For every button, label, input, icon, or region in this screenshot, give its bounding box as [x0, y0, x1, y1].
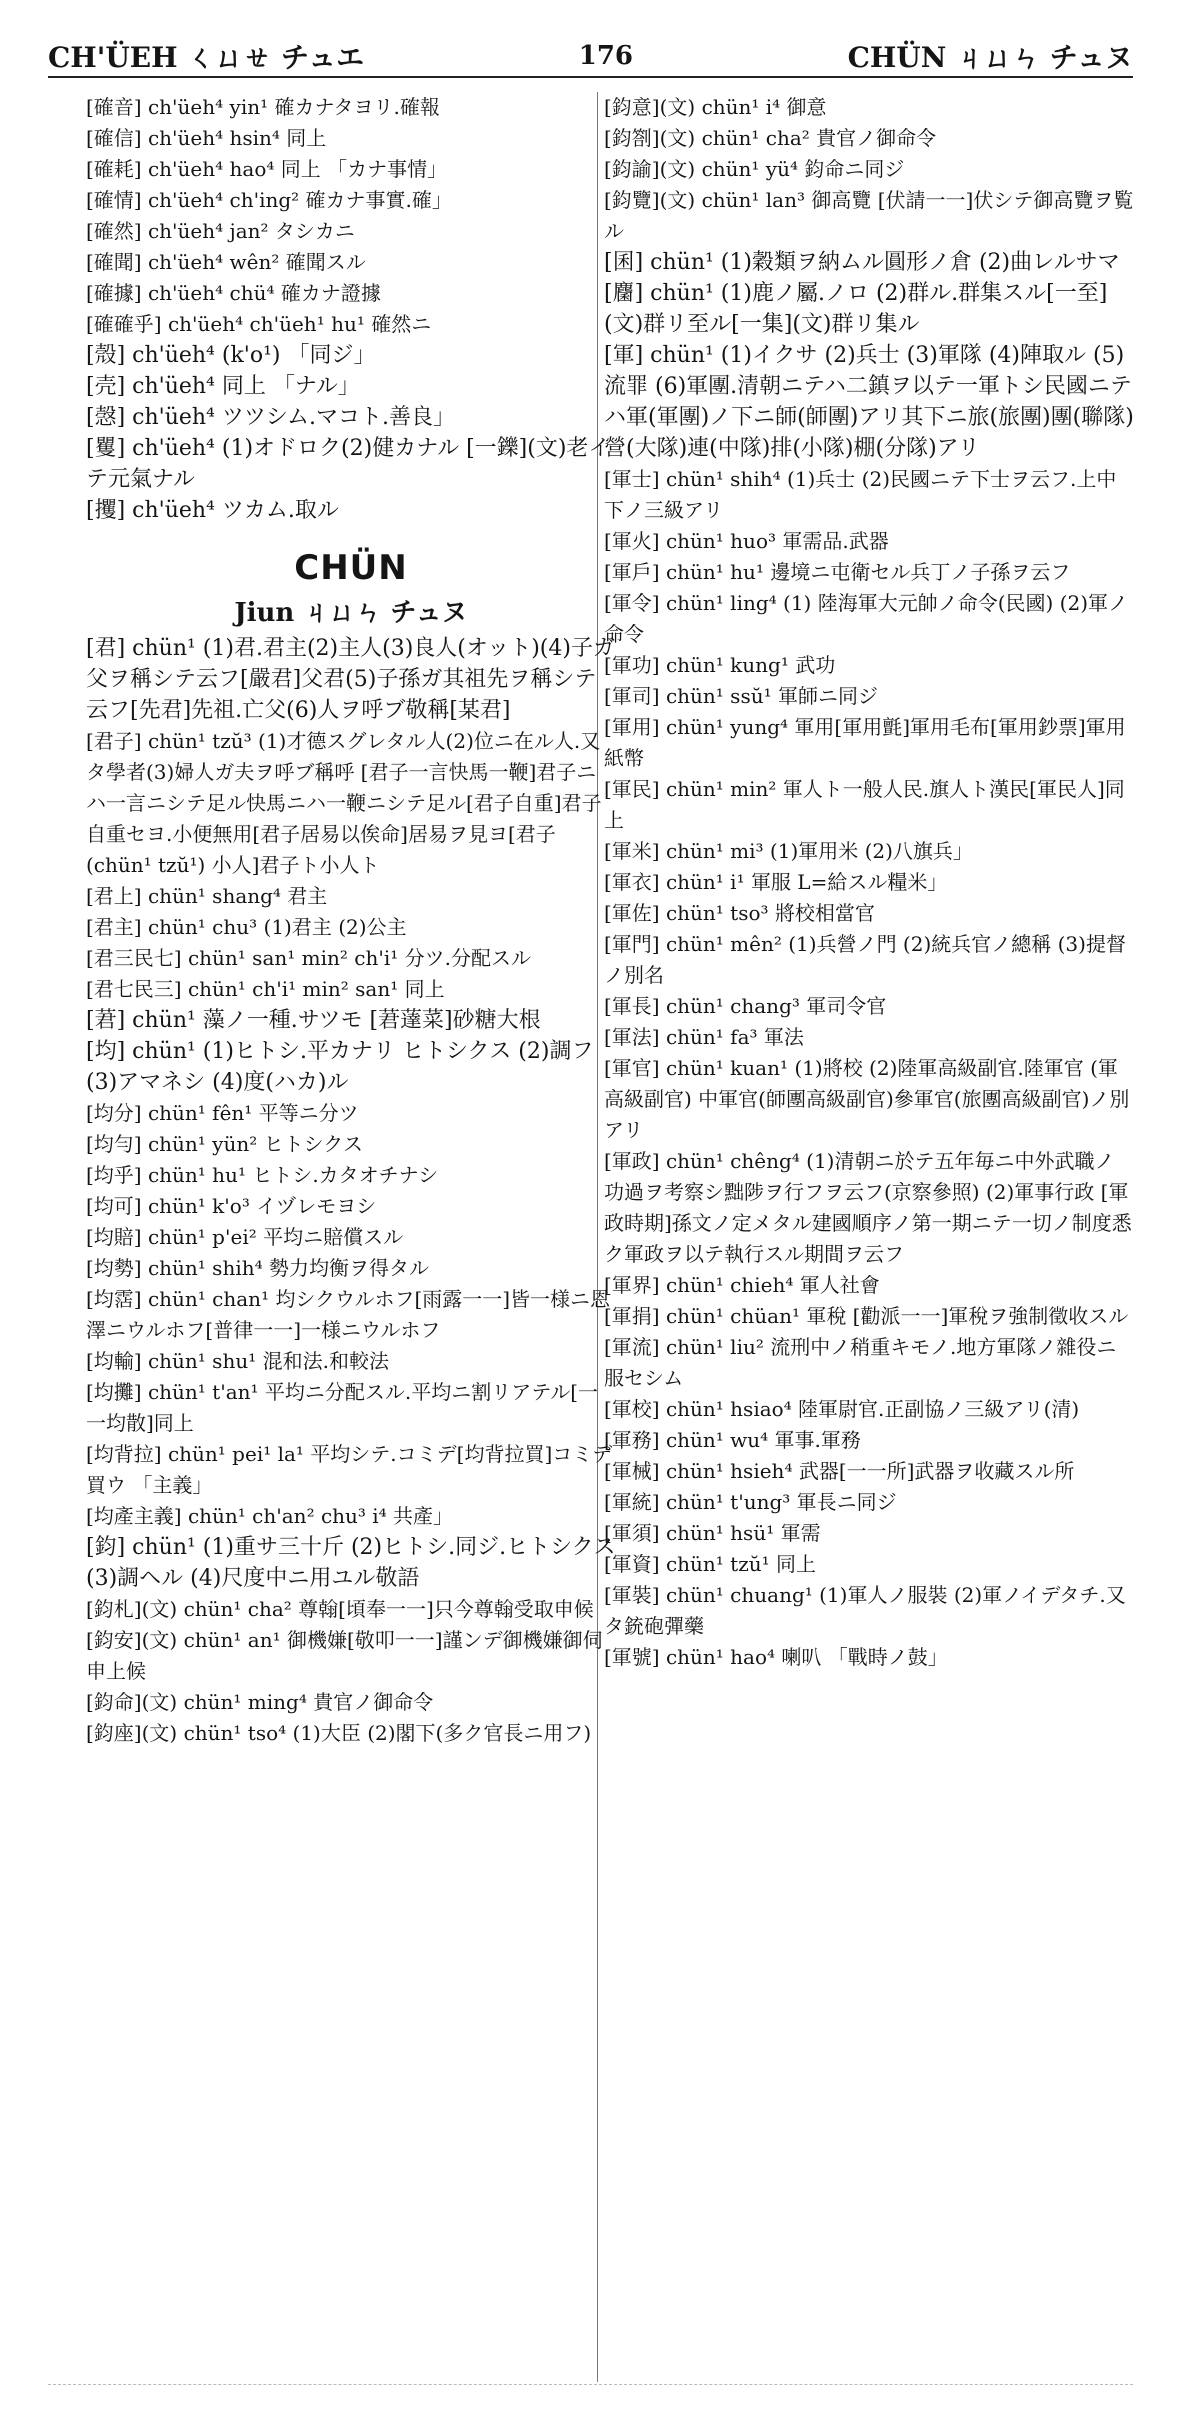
dictionary-entry: [均乎] chün¹ hu¹ ヒトシ.カタオチナシ: [86, 1163, 439, 1187]
dictionary-entry: [確確乎] ch'üeh⁴ ch'üeh¹ hu¹ 確然ニ: [86, 312, 432, 336]
dictionary-entry: [君主] chün¹ chu³ (1)君主 (2)公主: [86, 915, 407, 939]
dictionary-entry: [鈞座](文) chün¹ tso⁴ (1)大臣 (2)閣下(多ク官長ニ用フ): [86, 1721, 592, 1745]
dictionary-entry: [均攤] chün¹ t'an¹ 平均ニ分配スル.平均ニ割リアテル[一一均散]同上: [86, 1380, 599, 1435]
dictionary-entry: [軍裝] chün¹ chuang¹ (1)軍人ノ服裝 (2)軍ノイデタチ.又タ銃砲彈藥: [604, 1583, 1126, 1638]
dictionary-entry: [軍門] chün¹ mên² (1)兵營ノ門 (2)統兵官ノ總稱 (3)提督ノ別名: [604, 932, 1126, 987]
dictionary-entry: [均可] chün¹ k'o³ イヅレモヨシ: [86, 1194, 377, 1218]
headword-entry: [君] chün¹ (1)君.君主(2)主人(3)良人(オット)(4)子ガ父ヲ稱シテ云フ[嚴君]父君(5)子孫ガ其祖先ヲ稱シテ云フ[先君]先祖.亡父(6)人ヲ呼ブ敬稱[某君]: [86, 636, 615, 723]
dictionary-entry: [軍政] chün¹ chêng⁴ (1)清朝ニ於テ五年毎ニ中外武職ノ功過ヲ考察シ黜陟ヲ行フヲ云フ(京察參照) (2)軍事行政 [軍政時期]孫文ノ定メタル建國順序ノ第一期ニテ一切ノ制度悉ク軍政ヲ以テ執行スル期間ヲ云フ: [604, 1149, 1132, 1266]
dictionary-entry: [軍長] chün¹ chang³ 軍司令官: [604, 994, 887, 1018]
dictionary-entry: [君子] chün¹ tzŭ³ (1)才德スグレタル人(2)位ニ在ル人.又タ學者(3)婦人ガ夫ヲ呼ブ稱呼 [君子一言快馬一鞭]君子ニハ一言ニシテ足ル快馬ニハ一鞭ニシテ足ル[君子自重]君子自重セヨ.小便無用[君子居易以俟命]居易ヲ見ヨ[君子 (chün¹ tzŭ¹) 小人]君子ト小人ト: [86, 729, 602, 877]
dictionary-entry: [軍官] chün¹ kuan¹ (1)將校 (2)陸軍高級副官.陸軍官 (軍高級副官) 中軍官(師團高級副官)參軍官(旅團高級副官)ノ別アリ: [604, 1056, 1130, 1142]
section-heading: [86, 548, 616, 629]
right-column: [604, 92, 1134, 2329]
headword-entry: [殼] ch'üeh⁴ (k'o¹) 「同ジ」: [86, 343, 376, 368]
dictionary-entry: [軍法] chün¹ fa³ 軍法: [604, 1025, 804, 1049]
dictionary-entry: [君上] chün¹ shang⁴ 君主: [86, 884, 328, 908]
header-left-guide: CH'ÜEH ㄑㄩㄝ チュエ: [48, 41, 365, 74]
dictionary-entry: [確耗] ch'üeh⁴ hao⁴ 同上 「カナ事情」: [86, 157, 448, 181]
dictionary-entry: [軍校] chün¹ hsiao⁴ 陸軍尉官.正副協ノ三級アリ(清): [604, 1397, 1080, 1421]
dictionary-entry: [軍界] chün¹ chieh⁴ 軍人社會: [604, 1273, 880, 1297]
dictionary-entry: [均勻] chün¹ yün² ヒトシクス: [86, 1132, 364, 1156]
dictionary-entry: [軍械] chün¹ hsieh⁴ 武器[一一所]武器ヲ收藏スル所: [604, 1459, 1075, 1483]
dictionary-entry: [鈞覽](文) chün¹ lan³ 御高覽 [伏請一一]伏シテ御高覽ヲ覧ル: [604, 188, 1134, 243]
dictionary-entry: [軍統] chün¹ t'ung³ 軍長ニ同ジ: [604, 1490, 897, 1514]
headword-entry: [軍] chün¹ (1)イクサ (2)兵士 (3)軍隊 (4)陣取ル (5)流罪 (6)軍團.清朝ニテハ二鎮ヲ以テ一軍トシ民國ニテハ軍(軍團)ノ下ニ師(師團)アリ其下ニ旅(旅團)團(聯隊)營(大隊)連(中隊)排(小隊)棚(分隊)アリ: [604, 343, 1134, 461]
headword-entry: [攫] ch'üeh⁴ ツカム.取ル: [86, 498, 339, 523]
dictionary-entry: [鈞札](文) chün¹ cha² 尊翰[頃奉一一]只今尊翰受取申候: [86, 1597, 594, 1621]
dictionary-entry: [軍號] chün¹ hao⁴ 喇叭 「戰時ノ鼓」: [604, 1645, 948, 1669]
dictionary-entry: [均分] chün¹ fên¹ 平等ニ分ツ: [86, 1101, 359, 1125]
dictionary-entry: [均勢] chün¹ shih⁴ 勢力均衡ヲ得タル: [86, 1256, 429, 1280]
dictionary-entry: [軍士] chün¹ shih⁴ (1)兵士 (2)民國ニテ下士ヲ云フ.上中下ノ三級アリ: [604, 467, 1117, 522]
headword-entry: [矍] ch'üeh⁴ (1)オドロク(2)健カナル [一鑠](文)老イテ元氣ナル: [86, 436, 611, 492]
dictionary-entry: [均輸] chün¹ shu¹ 混和法.和較法: [86, 1349, 389, 1373]
dictionary-entry: [軍司] chün¹ ssŭ¹ 軍師ニ同ジ: [604, 684, 878, 708]
dictionary-entry: [確然] ch'üeh⁴ jan² タシカニ: [86, 219, 355, 243]
dictionary-entry: [鈞諭](文) chün¹ yü⁴ 鈞命ニ同ジ: [604, 157, 905, 181]
dictionary-entry: [確聞] ch'üeh⁴ wên² 確聞スル: [86, 250, 366, 274]
page-header: [48, 36, 1133, 78]
dictionary-entry: [軍戶] chün¹ hu¹ 邊境ニ屯衛セル兵丁ノ子孫ヲ云フ: [604, 560, 1071, 584]
dictionary-entry: [軍佐] chün¹ tso³ 將校相當官: [604, 901, 875, 925]
headword-entry: [壳] ch'üeh⁴ 同上 「ナル」: [86, 374, 360, 399]
dictionary-entry: [均產主義] chün¹ ch'an² chu³ i⁴ 共產」: [86, 1504, 454, 1528]
headword-entry: [莙] chün¹ 藻ノ一種.サツモ [莙薘菜]砂糖大根: [86, 1008, 541, 1033]
dictionary-entry: [確情] ch'üeh⁴ ch'ing² 確カナ事實.確」: [86, 188, 452, 212]
dictionary-entry: [軍用] chün¹ yung⁴ 軍用[軍用氈]軍用毛布[軍用鈔票]軍用紙幣: [604, 715, 1126, 770]
dictionary-entry: [軍須] chün¹ hsü¹ 軍需: [604, 1521, 821, 1545]
headword-entry: [均] chün¹ (1)ヒトシ.平カナリ ヒトシクス (2)調フ (3)アマネシ (4)度(ハカ)ル: [86, 1039, 594, 1095]
dictionary-entry: [均霑] chün¹ chan¹ 均シクウルホフ[雨露一一]皆一様ニ恩澤ニウルホフ[普律一一]一様ニウルホフ: [86, 1287, 611, 1342]
headword-entry: [囷] chün¹ (1)穀類ヲ納ムル圓形ノ倉 (2)曲レルサマ: [604, 250, 1120, 275]
dictionary-entry: [軍資] chün¹ tzŭ¹ 同上: [604, 1552, 817, 1576]
dictionary-entry: [確據] ch'üeh⁴ chü⁴ 確カナ證據: [86, 281, 381, 305]
dictionary-entry: [確音] ch'üeh⁴ yin¹ 確カナタヨリ.確報: [86, 95, 440, 119]
headword-entry: [愨] ch'üeh⁴ ツツシム.マコト.善良」: [86, 405, 455, 430]
dictionary-entry: [軍民] chün¹ min² 軍人ト一般人民.旗人ト漢民[軍民人]同上: [604, 777, 1125, 832]
left-column: [86, 92, 616, 2329]
dictionary-entry: [鈞命](文) chün¹ ming⁴ 貴官ノ御命令: [86, 1690, 434, 1714]
page-footer-rule: [48, 2384, 1133, 2389]
dictionary-entry: [君三民七] chün¹ san¹ min² ch'i¹ 分ツ.分配スル: [86, 946, 531, 970]
dictionary-entry: [均賠] chün¹ p'ei² 平均ニ賠償スル: [86, 1225, 404, 1249]
dictionary-entry: [確信] ch'üeh⁴ hsin⁴ 同上: [86, 126, 327, 150]
headword-entry: [麕] chün¹ (1)鹿ノ屬.ノロ (2)群ル.群集スル[一至](文)群リ至ル[一集](文)群リ集ル: [604, 281, 1108, 337]
dictionary-entry: [軍捐] chün¹ chüan¹ 軍稅 [勸派一一]軍稅ヲ強制徵收スル: [604, 1304, 1129, 1328]
dictionary-entry: [鈞意](文) chün¹ i⁴ 御意: [604, 95, 827, 119]
header-right-guide: CHÜN ㄐㄩㄣ チュヌ: [847, 41, 1133, 74]
section-title: CHÜN: [294, 548, 408, 588]
page-number: 176: [578, 41, 634, 71]
dictionary-entry: [軍流] chün¹ liu² 流刑中ノ稍重キモノ.地方軍隊ノ雜役ニ服セシム: [604, 1335, 1117, 1390]
dictionary-entry: [軍務] chün¹ wu⁴ 軍事.軍務: [604, 1428, 861, 1452]
headword-entry: [鈞] chün¹ (1)重サ三十斤 (2)ヒトシ.同ジ.ヒトシクス (3)調ヘル (4)尺度中ニ用ユル敬語: [86, 1535, 616, 1591]
dictionary-entry: [君七民三] chün¹ ch'i¹ min² san¹ 同上: [86, 977, 445, 1001]
dictionary-entry: [軍功] chün¹ kung¹ 武功: [604, 653, 836, 677]
dictionary-entry: [軍火] chün¹ huo³ 軍需品.武器: [604, 529, 889, 553]
section-subtitle: Jiun ㄐㄩㄣ チュヌ: [234, 598, 468, 628]
dictionary-entry: [軍衣] chün¹ i¹ 軍服 L=給スル糧米」: [604, 870, 948, 894]
dictionary-entry: [鈞安](文) chün¹ an¹ 御機嫌[敬叩一一]謹ンデ御機嫌御伺申上候: [86, 1628, 603, 1683]
dictionary-entry: [均背拉] chün¹ pei¹ la¹ 平均シテ.コミデ[均背拉買]コミデ買ウ 「主義」: [86, 1442, 613, 1497]
dictionary-entry: [鈞劄](文) chün¹ cha² 貴官ノ御命令: [604, 126, 937, 150]
dictionary-entry: [軍米] chün¹ mi³ (1)軍用米 (2)八旗兵」: [604, 839, 973, 863]
dictionary-entry: [軍令] chün¹ ling⁴ (1) 陸海軍大元帥ノ命令(民國) (2)軍ノ命令: [604, 591, 1129, 646]
